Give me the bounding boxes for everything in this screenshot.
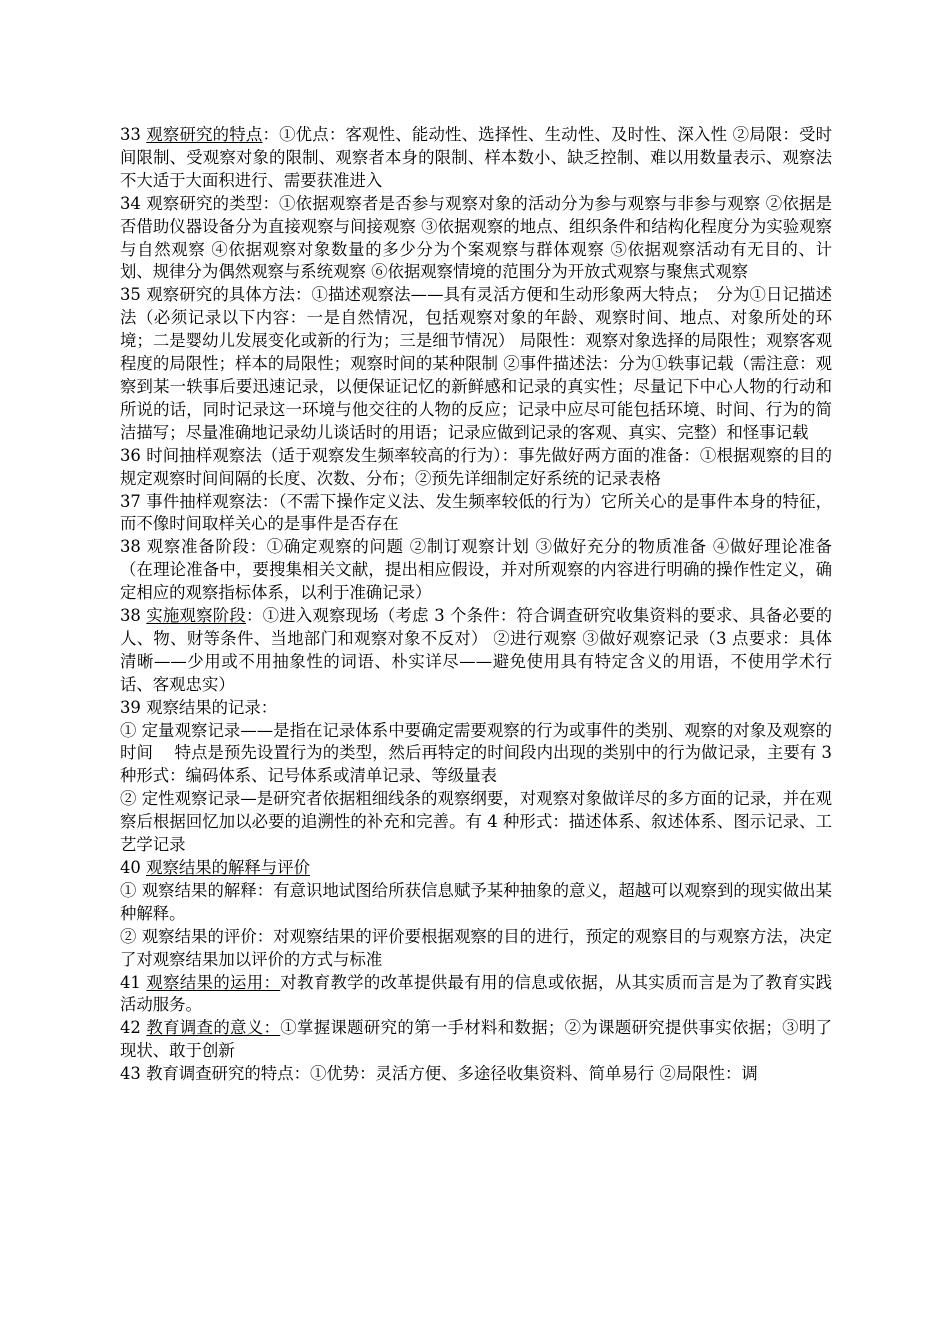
paragraph-p33 bbox=[120, 124, 832, 193]
text-span: 33 bbox=[120, 125, 147, 144]
text-span: 41 bbox=[120, 972, 147, 992]
paragraph-p35 bbox=[120, 284, 832, 444]
underlined-heading: 教育调查的意义： bbox=[146, 1018, 281, 1038]
text-span: 39 观察结果的记录： bbox=[120, 697, 278, 717]
text-span: 38 观察准备阶段：①确定观察的问题 ②制订观察计划 ③做好充分的物质准备 ④做好理论准备（在理论准备中，要搜集相关文献，提出相应假设，并对所观察的内容进行明确的操作性定义，确定相应的观察指标体系，以利于准确记录） bbox=[120, 537, 832, 603]
text-span: 36 时间抽样观察法（适于观察发生频率较高的行为）：事先做好两方面的准备：①根据观察的目的规定观察时间间隔的长度、次数、分布；②预先详细制定好系统的记录表格 bbox=[120, 445, 832, 488]
text-span: ：①优点：客观性、能动性、选择性、生动性、及时性、深入性 ②局限：受时间限制、受观察对象的限制、观察者本身的限制、样本数小、缺乏控制、难以用数量表示、观察法不大适于大面积进行、需要获准进入 bbox=[120, 125, 832, 190]
text-span: 35 观察研究的具体方法：①描述观察法——具有灵活方便和生动形象两大特点； 分为①日记描述法（必须记录以下内容：一是自然情况，包括观察对象的年龄、观察时间、地点、对象所处的环境；二是婴幼儿发展变化或新的行为；三是细节情况） 局限性：观察对象选择的局限性；观察客观程度的局限性；样本的局限性；观察时间的某种限制 ②事件描述法：分为①轶事记载（需注意：观察到某一轶事后要迅速记录，以便保证记忆的新鲜感和记录的真实性；尽量记下中心人物的行动和所说的话，同时记录这一环境与他交往的人物的反应；记录中应尽可能包括环境、时间、行为的简洁描写；尽量准确地记录幼儿谈话时的用语；记录应做到记录的客观、真实、完整）和怪事记载 bbox=[120, 285, 832, 442]
text-span: ：①进入观察现场（考虑 3 个条件：符合调查研究收集资料的要求、具备必要的人、物、财等条件、当地部门和观察对象不反对） ②进行观察 ③做好观察记录（3 点要求：具体清晰——少用或不用抽象性的词语、朴实详尽——避免使用具有特定含义的用语，不使用学术行话、客观忠实） bbox=[120, 606, 832, 694]
underlined-heading: 观察结果的解释与评价 bbox=[146, 858, 310, 877]
paragraph-p39a bbox=[120, 720, 832, 789]
text-span: 42 bbox=[120, 1018, 147, 1038]
paragraph-p40b bbox=[120, 926, 832, 972]
paragraph-p40 bbox=[120, 857, 832, 880]
paragraph-p43 bbox=[120, 1063, 832, 1086]
paragraph-p40a bbox=[120, 880, 832, 926]
underlined-heading: 观察研究的特点 bbox=[146, 125, 263, 144]
text-span: 37 事件抽样观察法：（不需下操作定义法、发生频率较低的行为）它所关心的是事件本身的特征，而不像时间取样关心的是事件是否存在 bbox=[120, 491, 832, 534]
text-span: ①掌握课题研究的第一手材料和数据；②为课题研究提供事实依据；③明了现状、敢于创新 bbox=[120, 1018, 832, 1061]
paragraph-p38b bbox=[120, 605, 832, 697]
text-span: ② 观察结果的评价：对观察结果的评价要根据观察的目的进行，预定的观察目的与观察方法，决定了对观察结果加以评价的方式与标准 bbox=[120, 926, 832, 969]
text-span: 34 观察研究的类型：①依据观察者是否参与观察对象的活动分为参与观察与非参与观察 ②依据是否借助仪器设备分为直接观察与间接观察 ③依据观察的地点、组织条件和结构化程度分为实验观察与自然观察 ④依据观察对象数量的多少分为个案观察与群体观察 ⑤依据观察活动有无目的、计划、规律分为偶然观察与系统观察 ⑥依据观察情境的范围分为开放式观察与聚焦式观察 bbox=[120, 193, 832, 282]
paragraph-p36 bbox=[120, 445, 832, 491]
text-span: 43 教育调查研究的特点：①优势：灵活方便、多途径收集资料、简单易行 ②局限性：调 bbox=[120, 1064, 758, 1084]
paragraph-p39 bbox=[120, 697, 832, 720]
text-span: 对教育教学的改革提供最有用的信息或依据，从其实质而言是为了教育实践活动服务。 bbox=[120, 972, 832, 1015]
text-span: 40 bbox=[120, 858, 147, 877]
underlined-heading: 观察结果的运用： bbox=[146, 972, 281, 992]
paragraph-p38a bbox=[120, 536, 832, 605]
text-span: ② 定性观察记录—是研究者依据粗细线条的观察纲要，对观察对象做详尽的多方面的记录，并在观察后根据回忆加以必要的追溯性的补充和完善。有 4 种形式：描述体系、叙述体系、图示记录、工艺学记录 bbox=[120, 789, 832, 855]
paragraph-p34 bbox=[120, 193, 832, 285]
text-span: ① 观察结果的解释：有意识地试图给所获信息赋予某种抽象的意义，超越可以观察到的现实做出某种解释。 bbox=[120, 880, 832, 923]
text-span: 38 bbox=[120, 606, 147, 626]
text-span: ① 定量观察记录——是指在记录体系中要确定需要观察的行为或事件的类别、观察的对象及观察的时间 特点是预先设置行为的类型，然后再特定的时间段内出现的类别中的行为做记录，主要有 3 种形式：编码体系、记号体系或清单记录、等级量表 bbox=[120, 720, 832, 786]
paragraph-p42 bbox=[120, 1017, 832, 1063]
document-page bbox=[120, 124, 832, 1086]
underlined-heading: 实施观察阶段 bbox=[146, 606, 246, 626]
paragraph-p39b bbox=[120, 788, 832, 857]
paragraph-p37 bbox=[120, 491, 832, 537]
paragraph-p41 bbox=[120, 972, 832, 1018]
